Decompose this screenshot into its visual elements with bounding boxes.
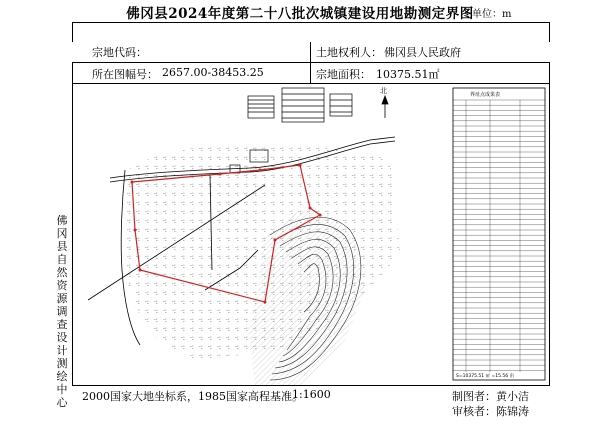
coordinate-table-footer: S=10375.51 ㎡ =15.56 亩 [456,374,515,379]
area-value: 10375.51㎡ [376,68,440,81]
scale-label: 1:1600 [292,388,331,401]
area-label: 宗地面积： [316,68,371,81]
surveyor-org-label: 佛冈县自然资源调查设计测绘中心 [56,214,68,409]
owner-label: 土地权利人： [316,46,382,59]
coordinate-table-title: 界址点成果表 [470,92,501,98]
map-title: 佛冈县2024年度第二十八批次城镇建设用地勘测定界图 [126,6,474,22]
north-label: 北 [380,87,387,95]
owner-value: 佛冈县人民政府 [384,46,461,59]
parcel-code-label: 宗地代码： [92,46,147,59]
north-arrow [382,96,388,118]
checker-label: 审核者：陈锦涛 [452,405,529,418]
sheet-label: 所在图幅号： [92,68,158,81]
unit-label: 单位：m [472,9,512,20]
coordinate-table [453,88,545,380]
sheet-value: 2657.00-38453.25 [162,66,264,79]
drawer-label: 制图者：黄小洁 [452,390,529,403]
coord-system-note: 2000国家大地坐标系，1985国家高程基准。 [82,390,303,403]
